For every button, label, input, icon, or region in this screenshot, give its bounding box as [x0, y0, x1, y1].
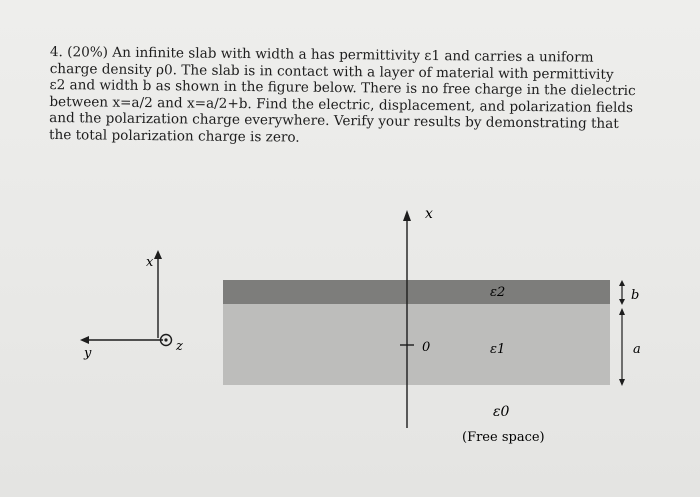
a-arrow-down — [619, 379, 625, 386]
coord-z-dot — [164, 338, 167, 341]
problem-line-6: the total polarization charge is zero. — [48, 126, 300, 146]
problem-line-2: charge density ρ0. The slab is in contact with a layer of material with permittivity — [49, 60, 614, 83]
layer-width-dimension — [619, 280, 639, 305]
epsilon2-label: ε2 — [490, 285, 506, 300]
b-arrow-down — [619, 299, 625, 305]
slab-width-dimension — [619, 308, 641, 386]
problem-line-3: ε2 and width b as shown in the figure below. There is no free charge in the dielectric — [49, 77, 636, 100]
a-label: a — [633, 342, 641, 357]
origin-label: 0 — [422, 340, 431, 355]
coord-y-label: y — [84, 346, 92, 361]
epsilon2-layer — [223, 280, 610, 304]
epsilon1-slab — [223, 304, 610, 385]
coord-x-arrowhead — [154, 250, 162, 259]
coord-y-arrowhead — [80, 336, 89, 344]
epsilon1-label: ε1 — [490, 342, 506, 357]
coord-z-label: z — [176, 339, 183, 354]
problem-line-4: between x=a/2 and x=a/2+b. Find the electric, displacement, and polarization fields — [49, 93, 634, 116]
problem-line-5: and the polarization charge everywhere. Verify your results by demonstrating that — [49, 110, 619, 133]
coordinate-system — [80, 250, 183, 361]
coord-x-label: x — [146, 255, 154, 270]
main-axis-label: x — [425, 206, 433, 222]
free-space-label: (Free space) — [462, 430, 545, 445]
b-arrow-up — [619, 280, 625, 286]
a-arrow-up — [619, 308, 625, 315]
main-axis-arrowhead — [403, 210, 411, 221]
problem-line-1: 4. (20%) An infinite slab with width a has permittivity ε1 and carries a uniform — [49, 44, 594, 66]
b-label: b — [631, 288, 640, 303]
epsilon0-label: ε0 — [493, 404, 510, 420]
